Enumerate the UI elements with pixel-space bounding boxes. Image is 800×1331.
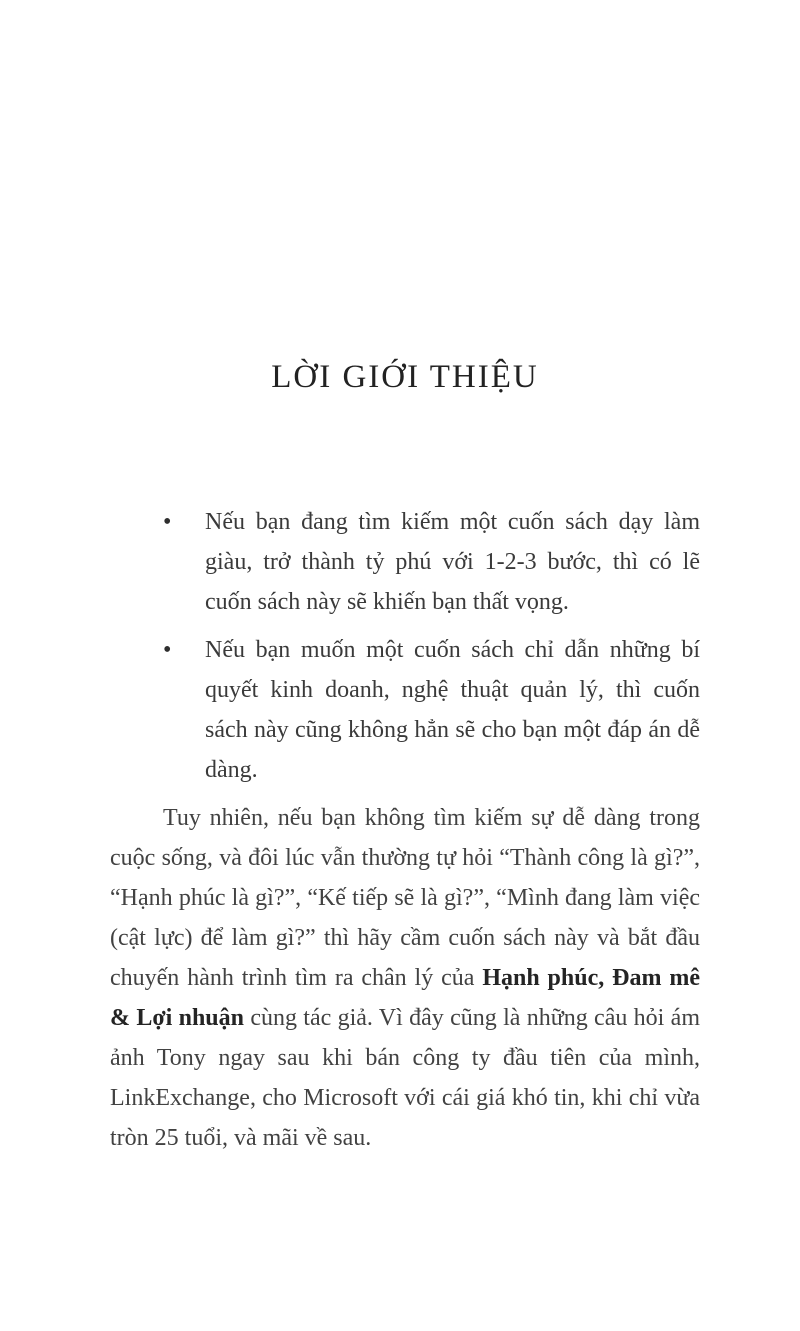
bullet-icon: • <box>163 509 172 535</box>
paragraph-text-before-bold: Tuy nhiên, nếu bạn không tìm kiếm sự dễ dàng trong cuộc sống, và đôi lúc vẫn thường tự hỏi “Thành công là gì?”, “Hạnh phúc là gì?”, “Kế tiếp sẽ là gì?”, “Mình đang làm việc (cật lực) để làm gì?” thì hãy cầm cuốn sách này và bắt đầu chuyến hành trình tìm ra chân lý của <box>110 805 700 991</box>
bullet-icon: • <box>163 637 172 663</box>
bullet-list <box>110 502 700 790</box>
list-item <box>110 502 700 622</box>
bold-phrase: Hạnh phúc, Đam mê & Lợi nhuận <box>110 965 700 1031</box>
page-body <box>110 502 700 1158</box>
intro-paragraph <box>110 798 700 1158</box>
page-title: LỜI GIỚI THIỆU <box>271 359 539 395</box>
paragraph-text-after-bold: cùng tác giả. Vì đây cũng là những câu hỏi ám ảnh Tony ngay sau khi bán công ty đầu tiên của mình, LinkExchange, cho Microsoft với cái giá khó tin, khi chỉ vừa tròn 25 tuổi, và mãi về sau. <box>110 1005 700 1151</box>
bullet-text: Nếu bạn đang tìm kiếm một cuốn sách dạy làm giàu, trở thành tỷ phú với 1-2-3 bước, thì có lẽ cuốn sách này sẽ khiến bạn thất vọng. <box>205 509 700 615</box>
list-item <box>110 630 700 790</box>
bullet-text: Nếu bạn muốn một cuốn sách chỉ dẫn những bí quyết kinh doanh, nghệ thuật quản lý, thì cuốn sách này cũng không hẳn sẽ cho bạn một đáp án dễ dàng. <box>205 637 700 783</box>
